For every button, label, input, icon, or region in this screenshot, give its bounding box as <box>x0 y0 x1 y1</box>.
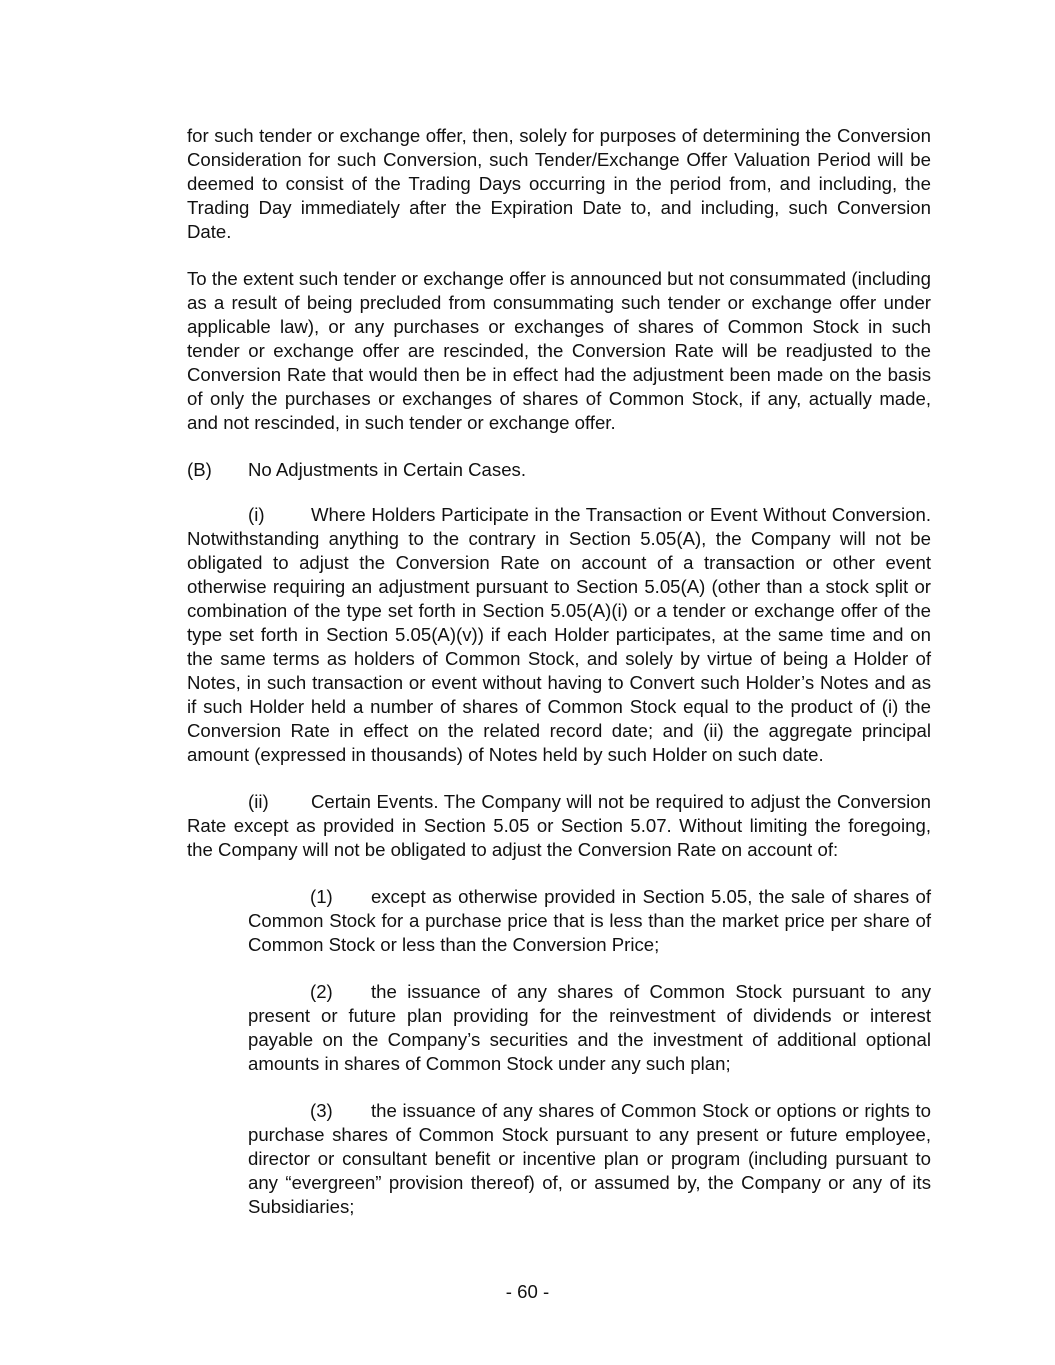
item-ii-label: (ii) <box>248 791 269 812</box>
document-body <box>187 124 931 1242</box>
section-b-heading <box>187 458 931 482</box>
section-b-title: No Adjustments in Certain Cases. <box>248 459 526 480</box>
item-ii-paragraph <box>187 790 931 862</box>
section-b-label: (B) <box>187 459 212 480</box>
subitem-3 <box>248 1099 931 1219</box>
paragraph-continuation: for such tender or exchange offer, then, solely for purposes of determining the Conversion Consideration for such Conversion, such Tender/Exchange Offer Valuation Period will be deemed to consist of the Trading Days occurring in the period from, and including, the Trading Day immediately after the Expiration Date to, and including, such Conversion Date. <box>187 125 931 242</box>
item-i-paragraph <box>187 503 931 767</box>
subitem-3-text: the issuance of any shares of Common Stock or options or rights to purchase shares of Common Stock pursuant to any present or future employee, director or consultant benefit or incentive plan or program (including pursuant to any “evergreen” provision thereof) of, or assumed by, the Company or any of its Subsidiaries; <box>248 1100 931 1217</box>
subitem-1-text: except as otherwise provided in Section 5.05, the sale of shares of Common Stock for a purchase price that is less than the market price per share of Common Stock or less than the Conversion Price; <box>248 886 931 955</box>
subitem-2 <box>248 980 931 1076</box>
subitem-2-label: (2) <box>310 981 333 1002</box>
paragraph-readjustment: To the extent such tender or exchange offer is announced but not consummated (including as a result of being precluded from consummating such tender or exchange offer under applicable law), or any purchases or exchanges of shares of Common Stock in such tender or exchange offer are rescinded, the Conversion Rate will be readjusted to the Conversion Rate that would then be in effect had the adjustment been made on the basis of only the purchases or exchanges of shares of Common Stock, if any, actually made, and not rescinded, in such tender or exchange offer. <box>187 268 931 433</box>
subitem-1-label: (1) <box>310 886 333 907</box>
item-i-label: (i) <box>248 504 265 525</box>
page-number: - 60 - <box>505 1281 550 1302</box>
subitem-2-text: the issuance of any shares of Common Stock pursuant to any present or future plan providing for the reinvestment of dividends or interest payable on the Company’s securities and the investment of additional optional amounts in shares of Common Stock under any such plan; <box>248 981 931 1074</box>
item-i-text: Where Holders Participate in the Transaction or Event Without Conversion. Notwithstanding anything to the contrary in Section 5.05(A), the Company will not be obligated to adjust the Conversion Rate on account of a transaction or other event otherwise requiring an adjustment pursuant to Section 5.05(A) (other than a stock split or combination of the type set forth in Section 5.05(A)(i) or a tender or exchange offer of the type set forth in Section 5.05(A)(v)) if each Holder participates, at the same time and on the same terms as holders of Common Stock, and solely by virtue of being a Holder of Notes, in such transaction or event without having to Convert such Holder’s Notes and as if such Holder held a number of shares of Common Stock equal to the product of (i) the Conversion Rate in effect on the related record date; and (ii) the aggregate principal amount (expressed in thousands) of Notes held by such Holder on such date. <box>187 504 931 765</box>
item-ii-text: Certain Events. The Company will not be required to adjust the Conversion Rate except as provided in Section 5.05 or Section 5.07. Without limiting the foregoing, the Company will not be obligated to adjust the Conversion Rate on account of: <box>187 791 931 860</box>
subitem-3-label: (3) <box>310 1100 333 1121</box>
subitem-1 <box>248 885 931 957</box>
